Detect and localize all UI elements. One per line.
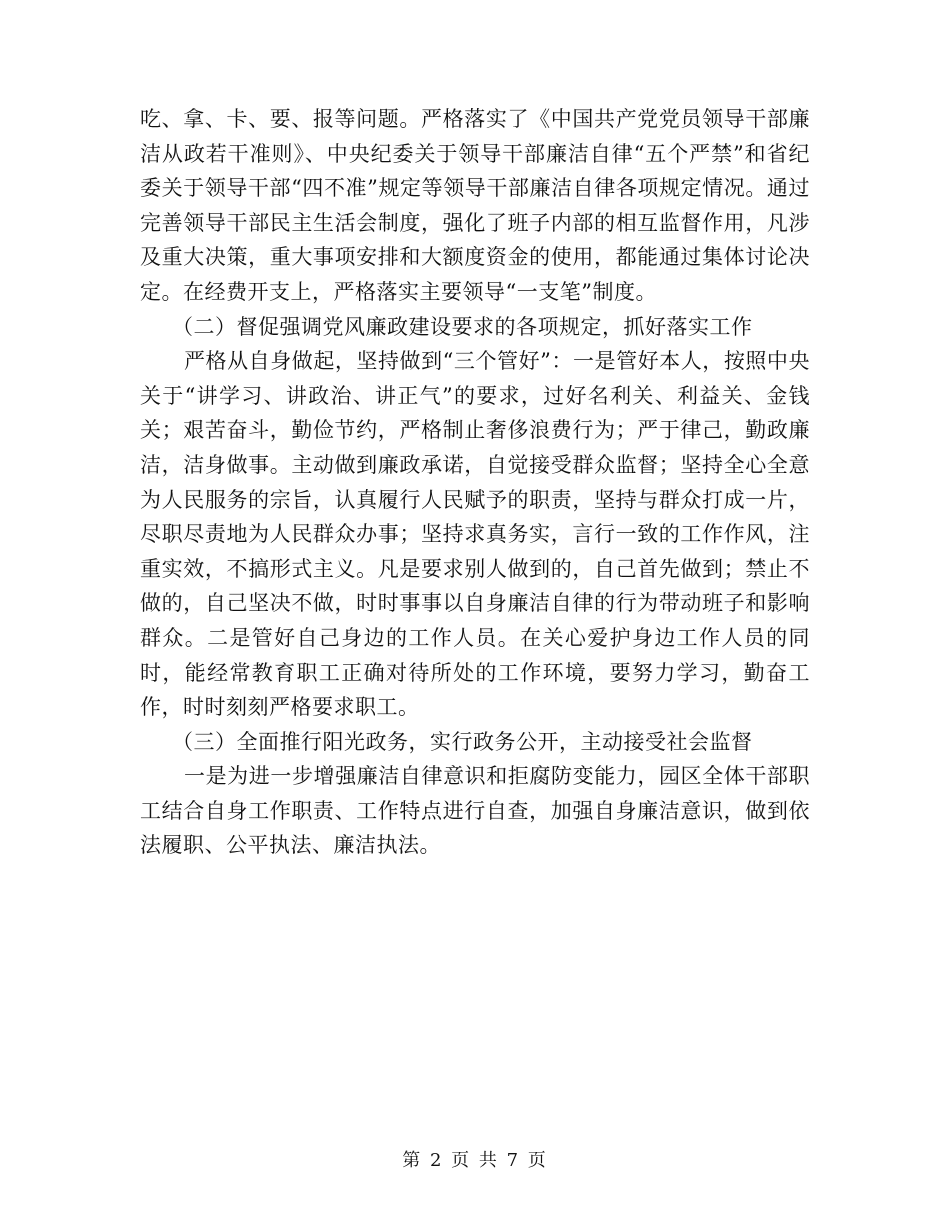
section-heading-3: （三）全面推行阳光政务，实行政务公开，主动接受社会监督 — [172, 729, 753, 754]
page-footer: 第 2 页 共 7 页 — [402, 1150, 548, 1171]
section-heading-2: （二）督促强调党风廉政建设要求的各项规定，抓好落实工作 — [172, 314, 753, 339]
paragraph-self-check: 一是为进一步增强廉洁自律意识和拒腐防变能力，园区全体干部职工结合自身工作职责、工作特点进行自查，加强自身廉洁意识，做到依法履职、公平执法、廉洁执法。 — [140, 764, 810, 858]
document-body — [140, 102, 810, 863]
paragraph-three-goods: 严格从自身做起，坚持做到“三个管好”：一是管好本人，按照中央关于“讲学习、讲政治、讲正气”的要求，过好名利关、利益关、金钱关；艰苦奋斗，勤俭节约，严格制止奢侈浪费行为；严于律己，勤政廉洁，洁身做事。主动做到廉政承诺，自觉接受群众监督；坚持全心全意为人民服务的宗旨，认真履行人民赋予的职责，坚持与群众打成一片，尽职尽责地为人民群众办事；坚持求真务实，言行一致的工作作风，注重实效，不搞形式主义。凡是要求别人做到的，自己首先做到；禁止不做的，自己坚决不做，时时事事以自身廉洁自律的行为带动班子和影响群众。二是管好自己身边的工作人员。在关心爱护身边工作人员的同时，能经常教育职工正确对待所处的工作环境，要努力学习，勤奋工作，时时刻刻严格要求职工。 — [140, 349, 810, 720]
paragraph-continuation: 吃、拿、卡、要、报等问题。严格落实了《中国共产党党员领导干部廉洁从政若干准则》、中央纪委关于领导干部廉洁自律“五个严禁”和省纪委关于领导干部“四不准”规定等领导干部廉洁自律各项规定情况。通过完善领导干部民主生活会制度，强化了班子内部的相互监督作用，凡涉及重大决策，重大事项安排和大额度资金的使用，都能通过集体讨论决定。在经费开支上，严格落实主要领导“一支笔”制度。 — [140, 107, 810, 304]
